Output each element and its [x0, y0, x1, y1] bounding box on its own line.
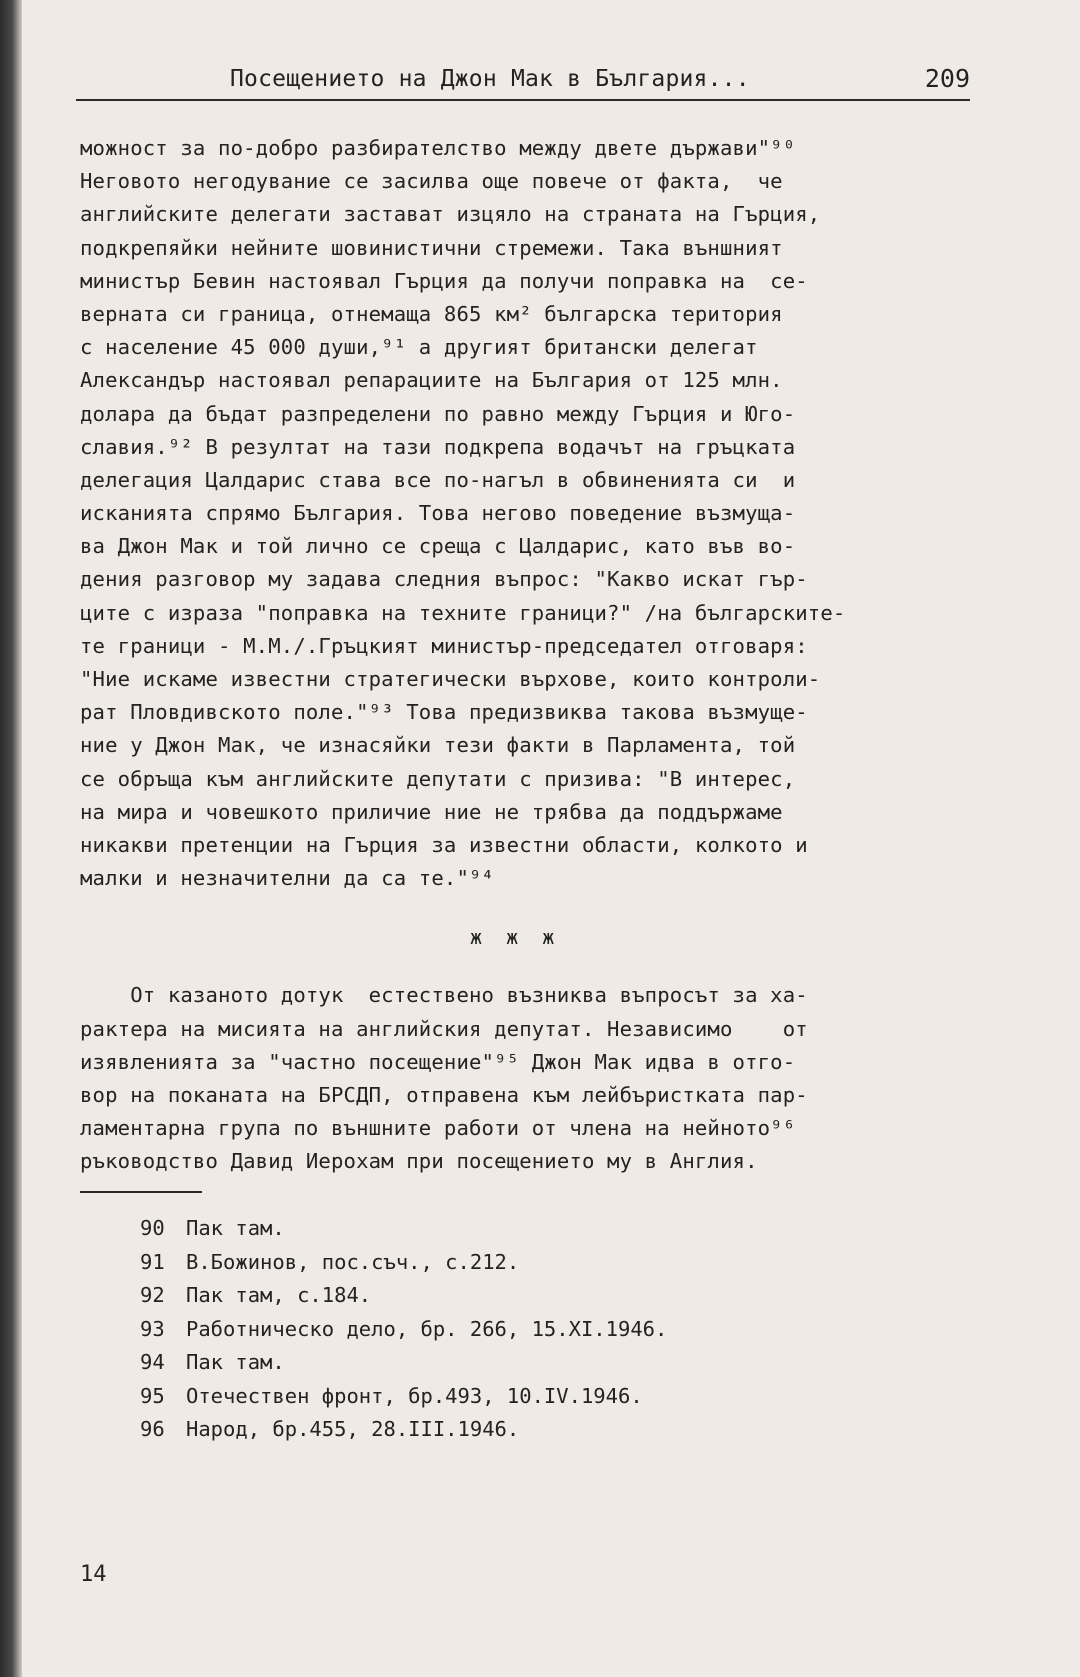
footnote-text: Отечествен фронт, бр.493, 10.IV.1946.: [186, 1383, 643, 1408]
footnote-text: Пак там.: [186, 1350, 285, 1374]
footnote-text: Пак там.: [186, 1216, 285, 1240]
footnote: [140, 1246, 940, 1280]
text-line: подкрепяйки нейните шовинистични стремежи. Така външният: [80, 235, 783, 260]
text-line: "Ние искаме известни стратегически върхове, които контроли-: [80, 667, 821, 691]
text-line: Неговото негодувание се засилва още повече от факта, че: [80, 169, 783, 194]
text-line: исканията спрямо България. Това негово поведение възмуща-: [80, 501, 796, 526]
text-line: славия.⁹² В резултат на тази подкрепа водачът на гръцката: [80, 434, 796, 459]
footnote-text: Народ, бр.455, 28.III.1946.: [186, 1417, 520, 1441]
section-gap: [80, 895, 980, 917]
footnote-number: 90: [140, 1216, 165, 1240]
running-head: [80, 64, 970, 100]
text-line: с население 45 000 души,⁹¹ а другият британски делегат: [80, 335, 758, 360]
text-line: английските делегати застават изцяло на страната на Гърция,: [80, 202, 821, 227]
header-rule: [76, 99, 970, 101]
running-title: Посещението на Джон Мак в България...: [230, 66, 750, 92]
footnotes: [140, 1212, 940, 1447]
text-line: ръководство Давид Иерохам при посещението му в Англия.: [80, 1149, 758, 1174]
section-separator: ж ж ж: [470, 925, 555, 950]
footnote-text: Пак там, с.184.: [186, 1283, 372, 1307]
footnote: [140, 1279, 940, 1313]
text-line: министър Бевин настоявал Гърция да получи поправка на се-: [80, 268, 808, 293]
footnote: [140, 1380, 940, 1414]
footnote-number: 95: [140, 1383, 165, 1408]
footnote-text: В.Божинов, пос.съч., с.212.: [186, 1249, 520, 1274]
text-line: ва Джон Мак и той лично се среща с Цалдарис, като във во-: [80, 534, 796, 559]
text-line: ние у Джон Мак, че изнасяйки тези факти в Парламента, той: [80, 733, 796, 758]
text-line: можност за по-добро разбирателство между двете държави"⁹⁰: [80, 136, 796, 160]
text-line: ците с израза "поправка на техните граници?" /на българските-: [80, 600, 846, 625]
text-line: никакви претенции на Гърция за известни области, колкото и: [80, 832, 808, 857]
text-line: вор на поканата на БРСДП, отправена към лейбъристката пар-: [80, 1082, 808, 1107]
footnote: [140, 1413, 940, 1447]
section-gap: [80, 957, 980, 979]
text-line: рактера на мисията на английския депутат. Независимо от: [80, 1016, 808, 1041]
text-line: верната си граница, отнемаща 865 км² българска територия: [80, 301, 783, 326]
page-number-top: 209: [924, 64, 970, 93]
footnote-text: Работническо дело, бр. 266, 15.XI.1946.: [186, 1316, 668, 1341]
footnote: [140, 1313, 940, 1347]
text-line: От казаното дотук естествено възниква въпросът за ха-: [80, 983, 808, 1008]
text-line: те граници - М.М./.Гръцкият министър-председател отговаря:: [80, 633, 808, 658]
text-line: Александър настоявал репарациите на България от 125 млн.: [80, 368, 783, 393]
footnote-number: 94: [140, 1350, 165, 1374]
body-text: [80, 132, 980, 1178]
text-line: рат Пловдивското поле."⁹³ Това предизвиква такова възмуще-: [80, 700, 808, 725]
footnote-number: 92: [140, 1283, 165, 1307]
text-line: се обръща към английските депутати с призива: "В интерес,: [80, 766, 796, 791]
footnote: [140, 1346, 940, 1380]
text-line: на мира и човешкото приличие ние не трябва да поддържаме: [80, 799, 783, 824]
footnote-number: 96: [140, 1417, 165, 1441]
footnote-rule: [80, 1191, 202, 1193]
page-number-bottom: 14: [80, 1562, 107, 1587]
footnote-number: 93: [140, 1316, 165, 1341]
text-line: делегация Цалдарис става все по-нагъл в обвиненията си и: [80, 467, 796, 492]
footnote-number: 91: [140, 1249, 165, 1274]
text-line: малки и незначителни да са те."⁹⁴: [80, 866, 495, 891]
text-line: дения разговор му задава следния въпрос: "Какво искат гър-: [80, 567, 808, 592]
text-line: изявленията за "частно посещение"⁹⁵ Джон Мак идва в отго-: [80, 1049, 796, 1074]
footnote: [140, 1212, 940, 1246]
text-line: ламентарна група по външните работи от члена на нейното⁹⁶: [80, 1116, 796, 1141]
text-line: долара да бъдат разпределени по равно между Гърция и Юго-: [80, 401, 796, 426]
